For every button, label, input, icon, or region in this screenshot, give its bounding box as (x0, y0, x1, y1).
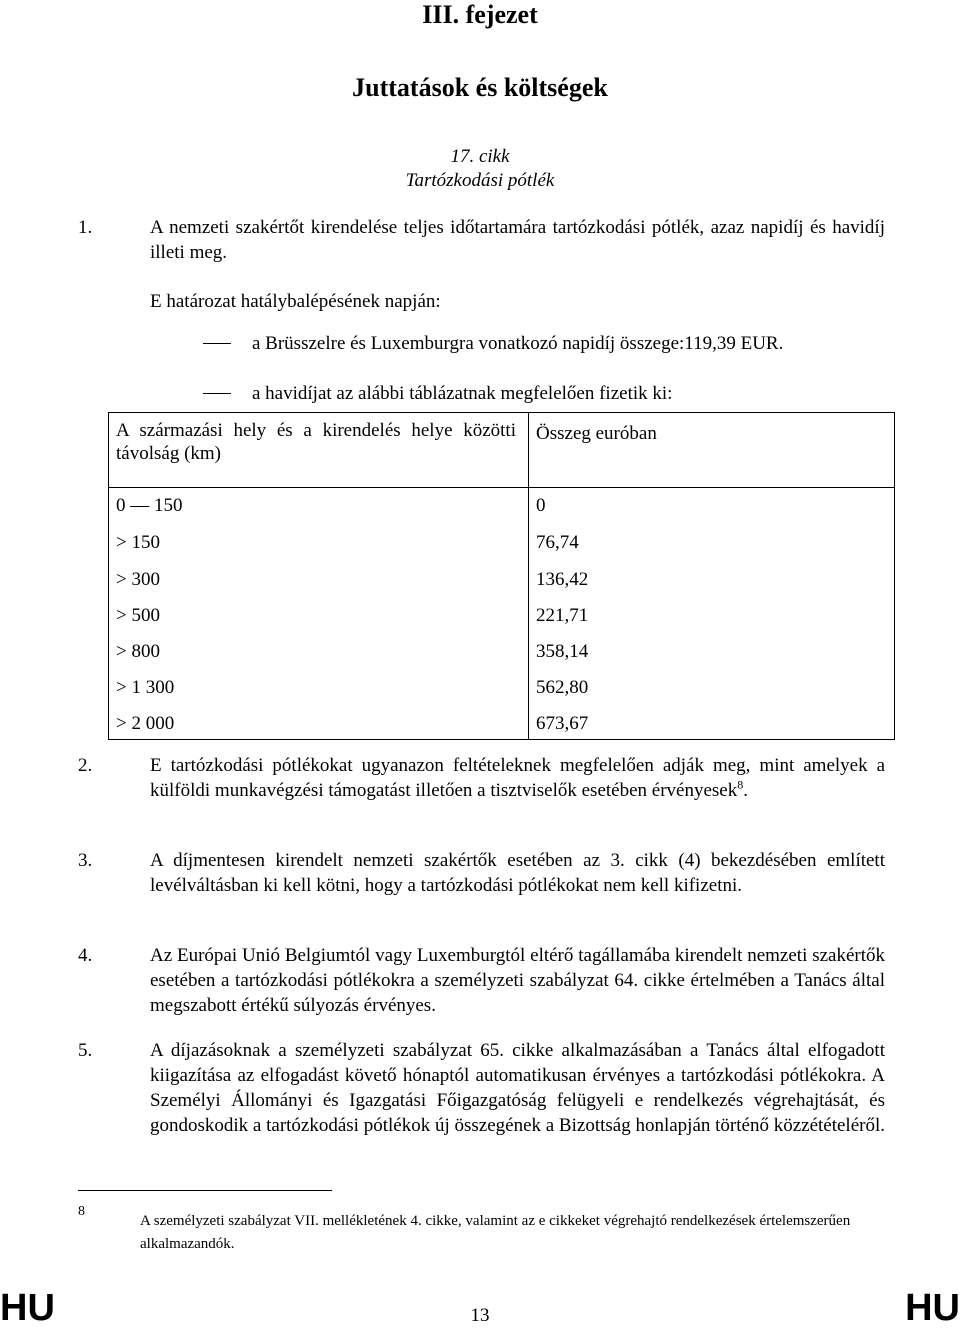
table-cell-distance: > 800 (116, 641, 160, 662)
table-cell-amount: 136,42 (536, 569, 589, 590)
table-cell-distance: > 2 000 (116, 713, 175, 734)
table-cell-distance: 0 — 150 (116, 495, 183, 516)
language-code-left: HU (0, 1287, 55, 1329)
paragraph-5-text: A díjazásoknak a személyzeti szabályzat 65. cikke alkalmazásában a Tanács által elfogadott kiigazítása az elfogadást követő hónaptól automatikusan érvényes a tartózkodási pótlékokra. A Személyi Állományi és Igazgatási Főigazgatóság felügyeli e rendelkezés végrehajtását, és gondoskodik a tartózkodási pótlékok új összegének a Bizottság honlapján történő közzétételéről. (150, 1040, 885, 1136)
table-row (109, 567, 896, 603)
list-dash (203, 393, 231, 394)
paragraph-5-number: 5. (78, 1040, 93, 1061)
table-row (109, 530, 896, 566)
paragraph-1-text: A nemzeti szakértőt kirendelése teljes időtartamára tartózkodási pótlék, azaz napidíj és havidíj illeti meg. (150, 217, 885, 263)
footnote-reference[interactable]: 8 (737, 777, 744, 792)
table-row (109, 711, 896, 747)
table-header-divider (109, 487, 894, 488)
language-code-right: HU (905, 1287, 960, 1329)
table-header-distance: A származási hely és a kirendelés helye közötti távolság (km) (116, 420, 516, 464)
paragraph-3-number: 3. (78, 850, 93, 871)
paragraph-2-number: 2. (78, 755, 93, 776)
table-cell-distance: > 500 (116, 605, 160, 626)
paragraph-1-number: 1. (78, 217, 93, 238)
list-dash (203, 343, 231, 344)
paragraph-1-intro: E határozat hatálybalépésének napján: (150, 291, 441, 312)
chapter-heading: III. fejezet (422, 0, 538, 29)
paragraph-2 (150, 753, 885, 803)
table-cell-amount: 562,80 (536, 677, 589, 698)
table-cell-amount: 76,74 (536, 532, 579, 553)
table-row (109, 493, 896, 529)
paragraph-2-text: E tartózkodási pótlékokat ugyanazon feltételeknek megfelelően adják meg, mint amelyek a külföldi munkavégzési támogatást illetően a tisztviselők esetében érvényesek (150, 755, 885, 801)
table-row (109, 603, 896, 639)
table-cell-amount: 221,71 (536, 605, 589, 626)
article-number: 17. cikk (450, 146, 510, 167)
table-header-amount: Összeg euróban (536, 423, 657, 444)
table-cell-distance: > 300 (116, 569, 160, 590)
section-title: Juttatások és költségek (352, 73, 608, 102)
table-cell-amount: 0 (536, 495, 546, 516)
allowance-table (108, 412, 895, 740)
footnote-separator (78, 1190, 332, 1191)
table-cell-amount: 673,67 (536, 713, 589, 734)
footnote-mark: 8 (78, 1204, 85, 1219)
article-title: Tartózkodási pótlék (405, 170, 555, 191)
table-cell-distance: > 1 300 (116, 677, 175, 698)
table-cell-amount: 358,14 (536, 641, 589, 662)
paragraph-4-number: 4. (78, 945, 93, 966)
list-item-daily-allowance: a Brüsszelre és Luxemburgra vonatkozó napidíj összege:119,39 EUR. (252, 333, 784, 354)
footnote-text: A személyzeti szabályzat VII. mellékletének 4. cikke, valamint az e cikkeket végrehajtó rendelkezések értelemszerűen alkalmazandók. (140, 1213, 851, 1252)
paragraph-3-text: A díjmentesen kirendelt nemzeti szakértők esetében az 3. cikk (4) bekezdésében említett levélváltásban ki kell kötni, hogy a tartózkodási pótlékokat nem kell kifizetni. (150, 850, 885, 896)
paragraph-2-end: . (743, 780, 748, 801)
table-row (109, 675, 896, 711)
page-number: 13 (470, 1305, 490, 1326)
table-row (109, 639, 896, 675)
paragraph-4-text: Az Európai Unió Belgiumtól vagy Luxemburgtól eltérő tagállamába kirendelt nemzeti szakértők esetében a tartózkodási pótlékokra a személyzeti szabályzat 64. cikke értelmében a Tanács által megszabott értékű súlyozás érvényes. (150, 945, 885, 1016)
list-item-monthly-allowance: a havidíjat az alábbi táblázatnak megfelelően fizetik ki: (252, 383, 673, 404)
table-cell-distance: > 150 (116, 532, 160, 553)
